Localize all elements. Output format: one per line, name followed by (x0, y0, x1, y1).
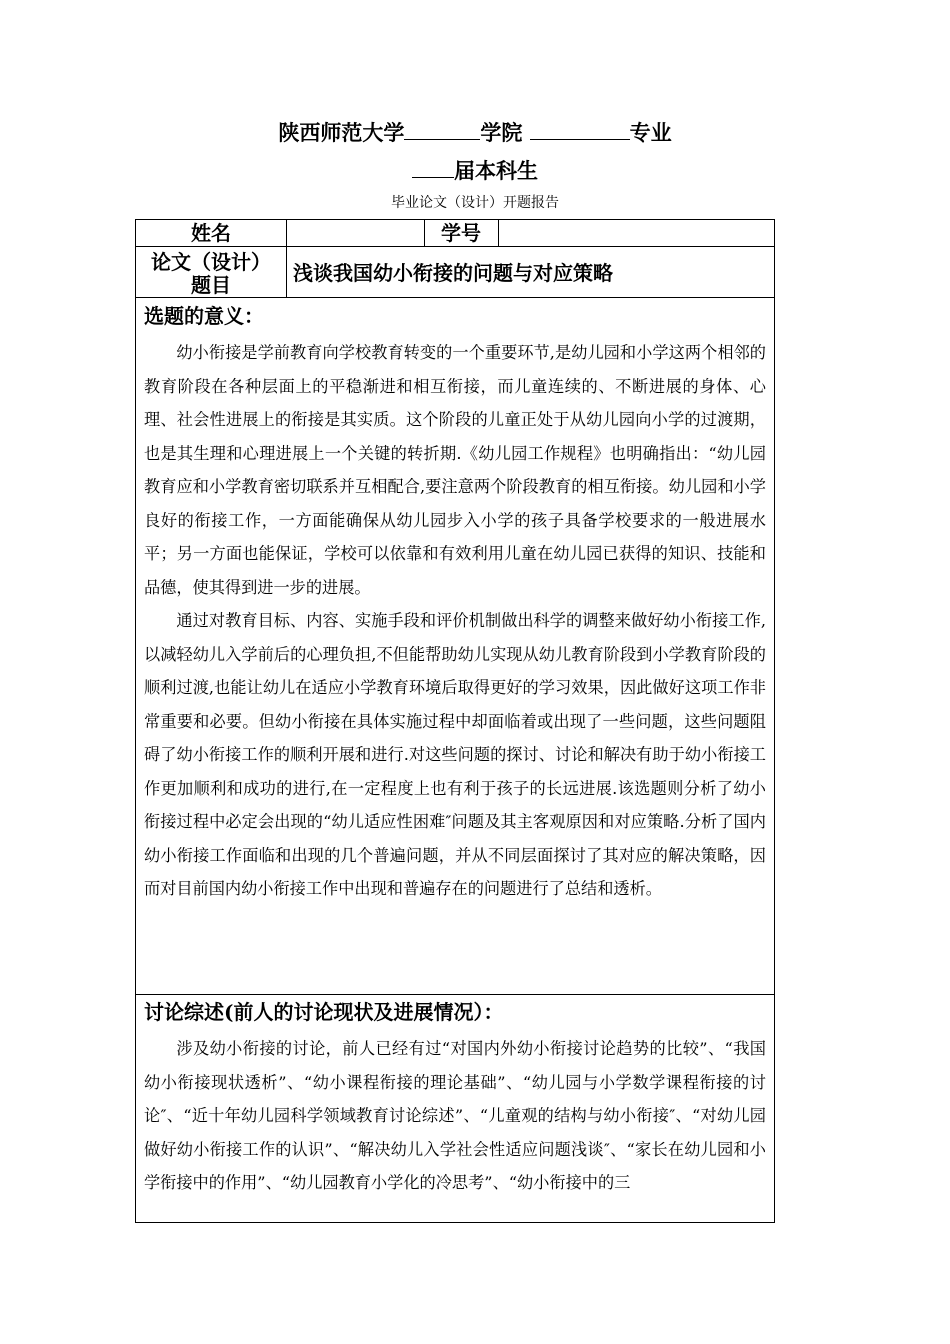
row-divider (136, 297, 774, 298)
topic-label-line-1: 论文（设计） (151, 250, 271, 274)
report-subtitle: 毕业论文（设计）开题报告 (391, 195, 559, 211)
row-divider (136, 994, 774, 995)
proposal-table (135, 219, 775, 1223)
significance-paragraph-2: 通过对教育目标、内容、实施手段和评价机制做出科学的调整来做好幼小衔接工作,以减轻幼儿入学前后的心理负担,不但能帮助幼儿实现从幼儿教育阶段到小学教育阶段的顺利过渡,也能让幼儿在适应小学教育环境后取得更好的学习效果，因此做好这项工作非常重要和必要。但幼小衔接在具体实施过程中却面临着或出现了一些问题，这些问题阻碍了幼小衔接工作的顺利开展和进行.对这些问题的探讨、讨论和解决有助于幼小衔接工作更加顺利和成功的进行,在一定程度上也有利于孩子的长远进展.该选题则分析了幼小衔接过程中必定会出现的“幼儿适应性困难″问题及其主客观原因和对应策略.分析了国内幼小衔接工作面临和出现的几个普遍问题，并从不同层面探讨了其对应的解决策略，因而对目前国内幼小衔接工作中出现和普遍存在的问题进行了总结和透析。 (144, 611, 766, 898)
cohort-label: 届本科生 (454, 158, 538, 183)
review-heading: 讨论综述(前人的讨论现状及进展情况）： (144, 1000, 504, 1024)
row-divider (136, 246, 774, 247)
topic-title: 浅谈我国幼小衔接的问题与对应策略 (293, 261, 613, 285)
student-id-value (499, 220, 774, 246)
student-id-label: 学号 (441, 221, 481, 245)
significance-heading: 选题的意义： (144, 304, 264, 328)
university-name: 陕西师范大学 (278, 120, 405, 145)
major-blank (530, 119, 630, 140)
name-value (287, 220, 423, 246)
review-paragraph-1: 涉及幼小衔接的讨论，前人已经有过“对国内外幼小衔接讨论趋势的比较”、“我国幼小衔接现状透析”、“幼小课程衔接的理论基础”、“幼儿园与小学数学课程衔接的讨论″、“近十年幼儿园科学领域教育讨论综述”、“儿童观的结构与幼小衔接″、“对幼儿园做好幼小衔接工作的认识”、“解决幼儿入学社会性适应问题浅谈″、“家长在幼儿园和小学衔接中的作用”、“幼儿园教育小学化的冷思考”、“幼小衔接中的三 (144, 1039, 766, 1192)
report-title-line-1 (0, 117, 950, 147)
college-label: 学院 (480, 120, 523, 145)
report-title-line-2 (0, 155, 950, 185)
name-label: 姓名 (191, 221, 231, 245)
review-text (144, 1032, 766, 1222)
major-label: 专业 (629, 120, 672, 145)
year-blank (412, 157, 454, 178)
college-blank (404, 119, 480, 140)
significance-text (144, 336, 766, 906)
topic-label-line-2: 题目 (191, 273, 231, 297)
significance-paragraph-1: 幼小衔接是学前教育向学校教育转变的一个重要环节,是幼儿园和小学这两个相邻的教育阶段在各种层面上的平稳渐进和相互衔接，而儿童连续的、不断进展的身体、心理、社会性进展上的衔接是其实质。这个阶段的儿童正处于从幼儿园向小学的过渡期，也是其生理和心理进展上一个关键的转折期.《幼儿园工作规程》也明确指出：“幼儿园教育应和小学教育密切联系并互相配合,要注意两个阶段教育的相互衔接。幼儿园和小学良好的衔接工作，一方面能确保从幼儿园步入小学的孩子具备学校要求的一般进展水平；另一方面也能保证，学校可以依靠和有效利用儿童在幼儿园已获得的知识、技能和品德，使其得到进一步的进展。 (144, 343, 766, 597)
